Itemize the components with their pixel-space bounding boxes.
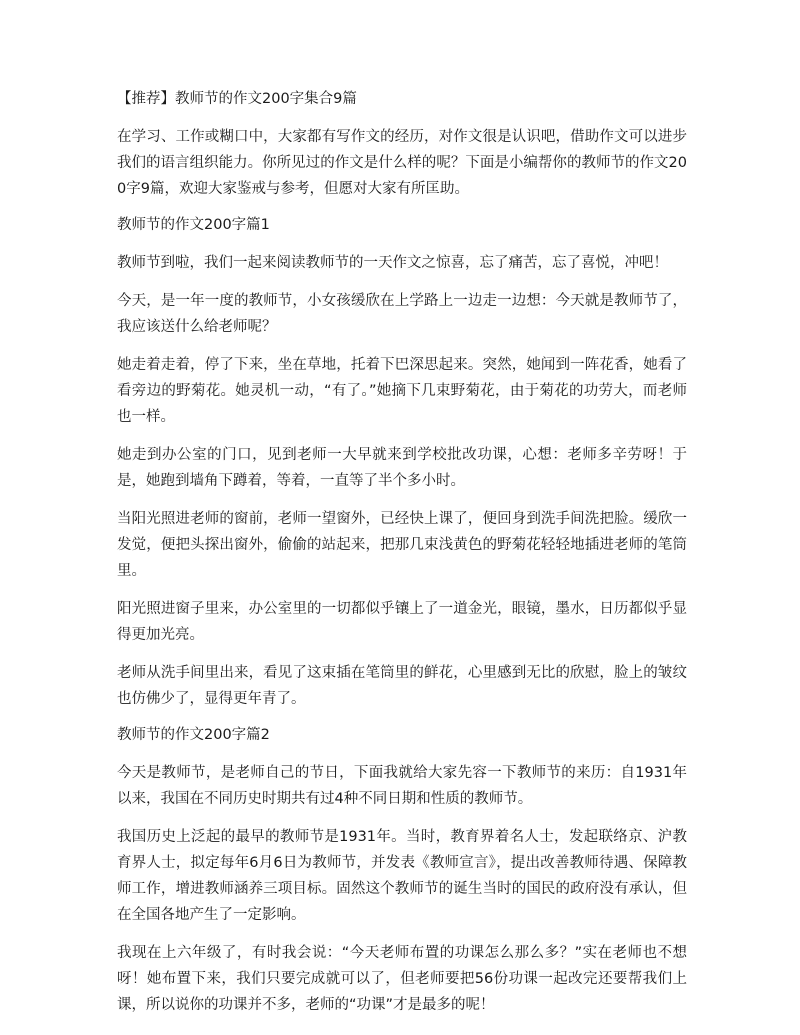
section-1-paragraph: 当阳光照进老师的窗前，老师一望窗外，已经快上课了，便回身到洗手间洗把脸。缓欣一发觉，便把头探出窗外，偷偷的站起来，把那几束浅黄色的野菊花轻轻地插进老师的笔筒里。 [117,511,687,579]
section-1-paragraph: 老师从洗手间里出来，看见了这束插在笔筒里的鲜花，心里感到无比的欣慰，脸上的皱纹也仿佛少了，显得更年青了。 [117,665,687,707]
section-1-paragraph: 今天，是一年一度的教师节，小女孩缓欣在上学路上一边走一边想：今天就是教师节了，我应该送什么给老师呢？ [117,293,687,335]
document-page [117,88,687,1030]
section-1-paragraph: 阳光照进窗子里来，办公室里的一切都似乎镶上了一道金光，眼镜，墨水，日历都似乎显得更加光亮。 [117,601,687,643]
section-1-heading: 教师节的作文200字篇1 [117,217,270,233]
section-2-paragraph: 我现在上六年级了，有时我会说：“今天老师布置的功课怎么那么多？”实在老师也不想呀！她布置下来，我们只要完成就可以了，但老师要把56份功课一起改完还要帮我们上课，所以说你的功课并不多，老师的“功课”才是最多的呢！ [117,945,687,1013]
section-2-paragraph: 今天是教师节，是老师自己的节日，下面我就给大家先容一下教师节的来历：自1931年以来，我国在不同历史时期共有过4种不同日期和性质的教师节。 [117,765,687,807]
document-title: 【推荐】教师节的作文200字集合9篇 [117,91,357,107]
section-1-paragraph: 她走着走着，停了下来，坐在草地，托着下巴深思起来。突然，她闻到一阵花香，她看了看旁边的野菊花。她灵机一动，“有了。”她摘下几束野菊花，由于菊花的功劳大，而老师也一样。 [117,357,687,425]
section-1-paragraph: 教师节到啦，我们一起来阅读教师节的一天作文之惊喜，忘了痛苦，忘了喜悦，冲吧！ [117,255,668,271]
intro-paragraph: 在学习、工作或糊口中，大家都有写作文的经历，对作文很是认识吧，借助作文可以进步我们的语言组织能力。你所见过的作文是什么样的呢？下面是小编帮你的教师节的作文200字9篇，欢迎大家鉴戒与参考，但愿对大家有所匡助。 [117,129,687,197]
section-1-paragraph: 她走到办公室的门口，见到老师一大早就来到学校批改功课，心想：老师多辛劳呀！于是，她跑到墙角下蹲着，等着，一直等了半个多小时。 [117,447,687,489]
section-2-paragraph: 我国历史上泛起的最早的教师节是1931年。当时，教育界着名人士，发起联络京、沪教育界人士，拟定每年6月6日为教师节，并发表《教师宣言》，提出改善教师待遇、保障教师工作，增进教师涵养三项目标。固然这个教师节的诞生当时的国民的政府没有承认，但在全国各地产生了一定影响。 [117,829,687,923]
section-2-heading: 教师节的作文200字篇2 [117,727,270,743]
